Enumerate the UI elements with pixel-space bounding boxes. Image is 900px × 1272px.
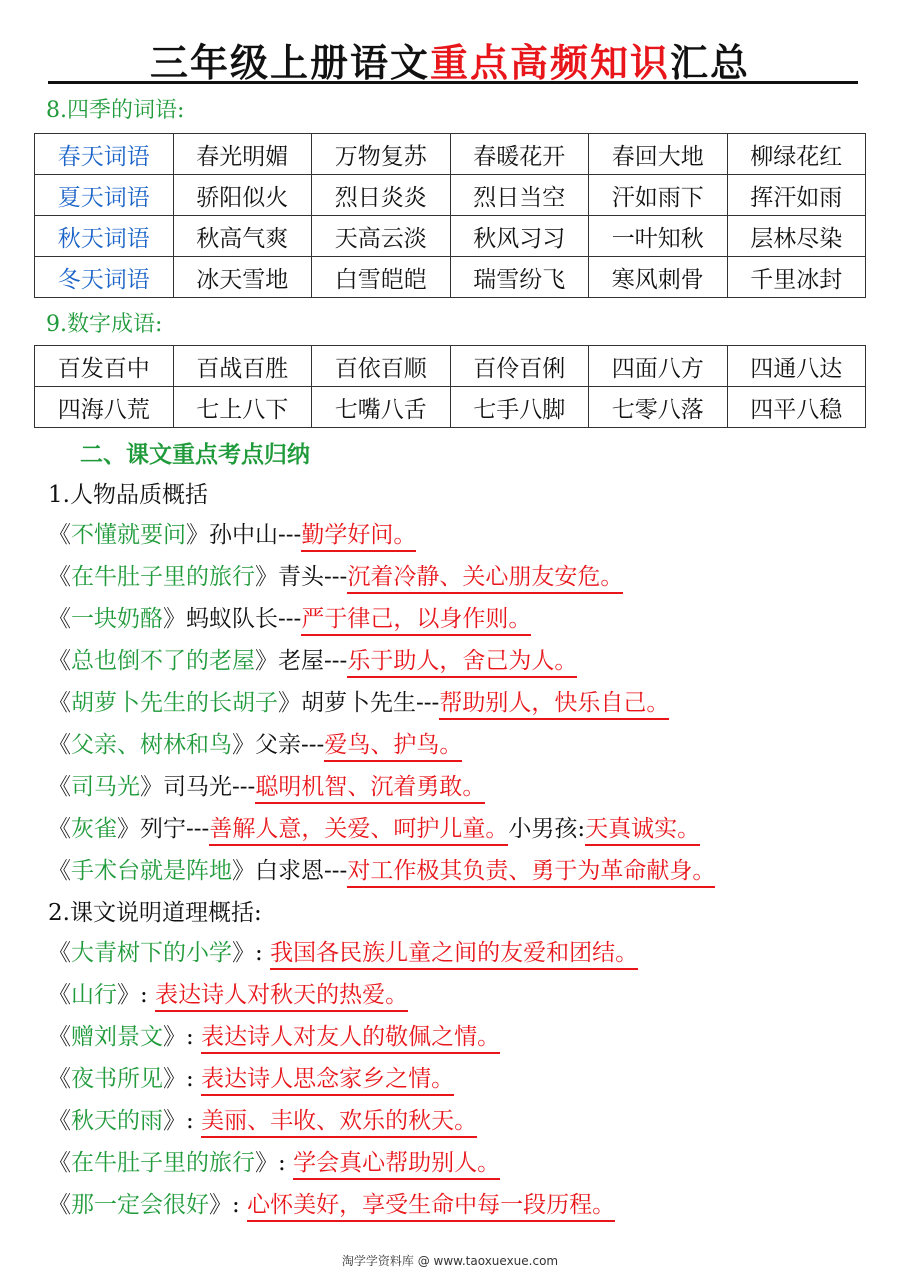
word-cell: 天高云淡	[312, 216, 451, 257]
word-cell: 千里冰封	[727, 257, 866, 298]
person-name: 司马光---	[163, 774, 256, 800]
idiom-cell: 四平八稳	[727, 387, 866, 428]
book-title: 秋天的雨	[71, 1108, 163, 1134]
quality-text: 对工作极其负责、勇于为革命献身。	[347, 858, 715, 888]
word-cell: 冰天雪地	[173, 257, 312, 298]
title-highlight: 重点高频知识	[429, 40, 670, 85]
close-quote: 》	[255, 648, 278, 674]
open-quote: 《	[48, 982, 71, 1008]
close-quote: 》:	[163, 1066, 194, 1092]
season-cell: 秋天词语	[35, 216, 174, 257]
list-item	[48, 1106, 477, 1136]
list-item	[48, 730, 462, 760]
close-quote: 》	[232, 732, 255, 758]
book-title: 父亲、树林和鸟	[71, 732, 232, 758]
open-quote: 《	[48, 774, 71, 800]
list-item	[48, 856, 715, 886]
quality-text-2: 天真诚实。	[585, 816, 700, 846]
book-title: 赠刘景文	[71, 1024, 163, 1050]
word-cell: 白雪皑皑	[312, 257, 451, 298]
person-name: 胡萝卜先生---	[301, 690, 440, 716]
person-name: 列宁---	[140, 816, 210, 842]
close-quote: 》	[117, 816, 140, 842]
moral-text: 表达诗人对友人的敬佩之情。	[201, 1024, 500, 1054]
person-name-2: 小男孩:	[508, 816, 586, 842]
open-quote: 《	[48, 858, 71, 884]
word-cell: 烈日炎炎	[312, 175, 451, 216]
book-title: 那一定会很好	[71, 1192, 209, 1218]
word-cell: 层林尽染	[727, 216, 866, 257]
close-quote: 》:	[117, 982, 148, 1008]
list-item	[48, 1022, 500, 1052]
idiom-cell: 四通八达	[727, 346, 866, 387]
open-quote: 《	[48, 648, 71, 674]
book-title: 司马光	[71, 774, 140, 800]
quality-text: 爱鸟、护鸟。	[324, 732, 462, 762]
close-quote: 》	[186, 522, 209, 548]
idiom-cell: 百发百中	[35, 346, 174, 387]
section8-heading: 8.四季的词语:	[46, 98, 185, 123]
word-cell: 烈日当空	[450, 175, 589, 216]
idiom-cell: 七上八下	[173, 387, 312, 428]
close-quote: 》:	[232, 940, 263, 966]
moral-heading: 2.课文说明道理概括:	[48, 900, 262, 926]
table-row	[35, 216, 866, 257]
idiom-cell: 百伶百俐	[450, 346, 589, 387]
word-cell: 汗如雨下	[589, 175, 728, 216]
number-idioms-table	[34, 345, 866, 428]
list-item	[48, 980, 408, 1010]
quality-text: 聪明机智、沉着勇敢。	[255, 774, 485, 804]
open-quote: 《	[48, 940, 71, 966]
open-quote: 《	[48, 1150, 71, 1176]
quality-text: 乐于助人，舍己为人。	[347, 648, 577, 678]
close-quote: 》	[140, 774, 163, 800]
word-cell: 秋高气爽	[173, 216, 312, 257]
open-quote: 《	[48, 1108, 71, 1134]
moral-text: 表达诗人对秋天的热爱。	[155, 982, 408, 1012]
person-name: 父亲---	[255, 732, 325, 758]
idiom-cell: 四面八方	[589, 346, 728, 387]
word-cell: 挥汗如雨	[727, 175, 866, 216]
word-cell: 柳绿花红	[727, 134, 866, 175]
season-cell: 春天词语	[35, 134, 174, 175]
open-quote: 《	[48, 1066, 71, 1092]
word-cell: 瑞雪纷飞	[450, 257, 589, 298]
person-name: 青头---	[278, 564, 348, 590]
list-item	[48, 814, 700, 844]
open-quote: 《	[48, 522, 71, 548]
book-title: 在牛肚子里的旅行	[71, 564, 255, 590]
moral-text: 我国各民族儿童之间的友爱和团结。	[270, 940, 638, 970]
quality-text: 帮助别人，快乐自己。	[439, 690, 669, 720]
table-row	[35, 175, 866, 216]
moral-text: 心怀美好，享受生命中每一段历程。	[247, 1192, 615, 1222]
moral-text: 美丽、丰收、欢乐的秋天。	[201, 1108, 477, 1138]
book-title: 夜书所见	[71, 1066, 163, 1092]
table-row	[35, 134, 866, 175]
seasons-table	[34, 133, 866, 298]
person-name: 老屋---	[278, 648, 348, 674]
word-cell: 骄阳似火	[173, 175, 312, 216]
word-cell: 寒风刺骨	[589, 257, 728, 298]
season-cell: 夏天词语	[35, 175, 174, 216]
close-quote: 》	[232, 858, 255, 884]
quality-text: 勤学好问。	[301, 522, 416, 552]
book-title: 总也倒不了的老屋	[71, 648, 255, 674]
close-quote: 》	[163, 606, 186, 632]
quality-text: 沉着冷静、关心朋友安危。	[347, 564, 623, 594]
list-item	[48, 688, 669, 718]
season-cell: 冬天词语	[35, 257, 174, 298]
person-name: 白求恩---	[255, 858, 348, 884]
idiom-cell: 百依百顺	[312, 346, 451, 387]
moral-text: 表达诗人思念家乡之情。	[201, 1066, 454, 1096]
list-item	[48, 1064, 454, 1094]
person-name: 孙中山---	[209, 522, 302, 548]
list-item	[48, 562, 623, 592]
list-item	[48, 938, 638, 968]
idiom-cell: 四海八荒	[35, 387, 174, 428]
idiom-cell: 百战百胜	[173, 346, 312, 387]
list-item	[48, 772, 485, 802]
table-row	[35, 387, 866, 428]
word-cell: 春回大地	[589, 134, 728, 175]
idiom-cell: 七零八落	[589, 387, 728, 428]
table-row	[35, 346, 866, 387]
book-title: 山行	[71, 982, 117, 1008]
list-item	[48, 604, 531, 634]
book-title: 灰雀	[71, 816, 117, 842]
table-row	[35, 257, 866, 298]
list-item	[48, 1190, 615, 1220]
close-quote: 》:	[163, 1024, 194, 1050]
word-cell: 一叶知秋	[589, 216, 728, 257]
list-item	[48, 520, 416, 550]
word-cell: 春光明媚	[173, 134, 312, 175]
close-quote: 》	[278, 690, 301, 716]
open-quote: 《	[48, 732, 71, 758]
open-quote: 《	[48, 564, 71, 590]
character-heading: 1.人物品质概括	[48, 482, 208, 508]
title-underline	[48, 81, 858, 84]
title-part3: 汇总	[670, 40, 751, 85]
section9-heading: 9.数字成语:	[46, 312, 163, 337]
book-title: 手术台就是阵地	[71, 858, 232, 884]
footer-watermark: 淘学学资料库 @ www.taoxuexue.com	[341, 1254, 559, 1268]
open-quote: 《	[48, 1024, 71, 1050]
open-quote: 《	[48, 606, 71, 632]
book-title: 在牛肚子里的旅行	[71, 1150, 255, 1176]
quality-text: 善解人意，关爱、呵护儿童。	[209, 816, 508, 846]
open-quote: 《	[48, 816, 71, 842]
book-title: 不懂就要问	[71, 522, 186, 548]
close-quote: 》:	[209, 1192, 240, 1218]
open-quote: 《	[48, 1192, 71, 1218]
idiom-cell: 七手八脚	[450, 387, 589, 428]
book-title: 大青树下的小学	[71, 940, 232, 966]
moral-text: 学会真心帮助别人。	[293, 1150, 500, 1180]
book-title: 胡萝卜先生的长胡子	[71, 690, 278, 716]
book-title: 一块奶酪	[71, 606, 163, 632]
word-cell: 秋风习习	[450, 216, 589, 257]
close-quote: 》:	[255, 1150, 286, 1176]
title-part1: 三年级上册语文	[149, 40, 430, 85]
close-quote: 》	[255, 564, 278, 590]
quality-text: 严于律己，以身作则。	[301, 606, 531, 636]
word-cell: 万物复苏	[312, 134, 451, 175]
open-quote: 《	[48, 690, 71, 716]
idiom-cell: 七嘴八舌	[312, 387, 451, 428]
list-item	[48, 1148, 500, 1178]
person-name: 蚂蚁队长---	[186, 606, 302, 632]
close-quote: 》:	[163, 1108, 194, 1134]
list-item	[48, 646, 577, 676]
part2-heading: 二、课文重点考点归纳	[80, 441, 310, 468]
word-cell: 春暖花开	[450, 134, 589, 175]
